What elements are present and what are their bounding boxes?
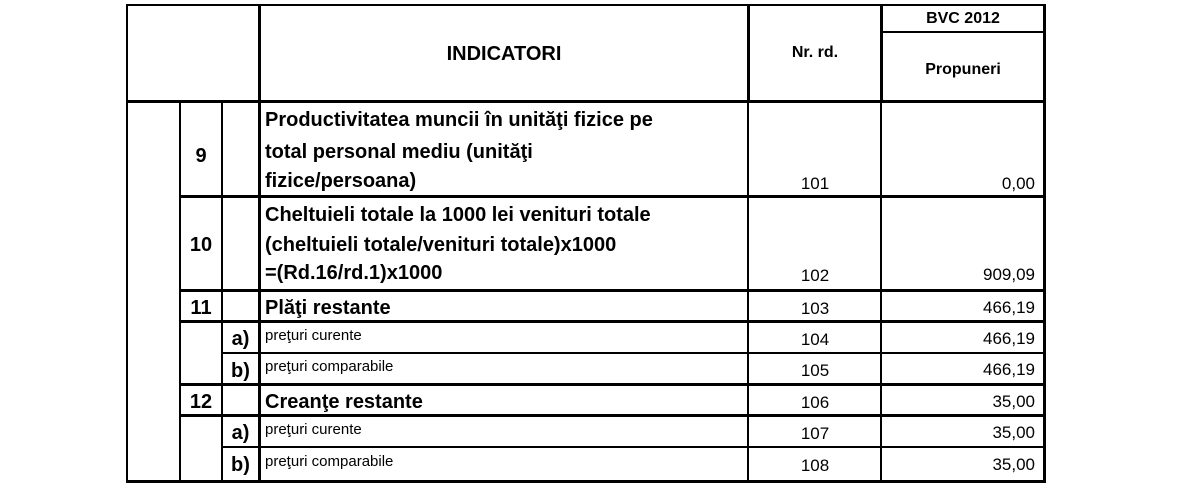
table-border-top	[126, 4, 1046, 6]
header-nr-rd: Nr. rd.	[791, 44, 839, 61]
row-text-line: Productivitatea muncii în unităţi fizice pe	[265, 109, 653, 131]
row-text-line: fizice/persoana)	[265, 170, 417, 192]
row-value: 0,00	[1001, 174, 1035, 193]
row-line-12	[179, 414, 1046, 417]
row-line-11a	[221, 352, 1046, 354]
row-value: 35,00	[992, 455, 1035, 474]
row-sub: b)	[231, 454, 250, 476]
row-rd: 104	[800, 330, 830, 349]
row-text-line: preţuri comparabile	[265, 358, 394, 375]
table-border-left	[126, 4, 128, 483]
bvc-split-line	[880, 31, 1046, 33]
row-nr: 10	[189, 234, 213, 256]
row-rd: 108	[800, 456, 830, 475]
row-value: 909,09	[983, 265, 1035, 284]
row-rd: 101	[800, 174, 830, 193]
row-sub: b)	[231, 360, 250, 382]
row-value: 35,00	[992, 392, 1035, 411]
table-border-bottom	[126, 480, 1046, 483]
header-bvc-2012: BVC 2012	[926, 10, 1000, 27]
row-text-line: total personal mediu (unităţi	[265, 141, 533, 163]
row-value: 35,00	[992, 423, 1035, 442]
row-line-12a	[221, 446, 1046, 448]
row-value: 466,19	[983, 298, 1035, 317]
row-sub: a)	[231, 328, 250, 350]
header-bottom-line	[126, 100, 1046, 103]
row-text-line: Creanţe restante	[265, 391, 423, 413]
header-indicatori: INDICATORI	[446, 43, 562, 65]
row-rd: 105	[800, 361, 830, 380]
header-propuneri: Propuneri	[925, 61, 1001, 78]
row-nr: 12	[189, 391, 213, 413]
row-line-10	[179, 289, 1046, 292]
row-line-11b	[179, 383, 1046, 386]
row-text-line: =(Rd.16/rd.1)x1000	[265, 262, 443, 284]
row-rd: 106	[800, 393, 830, 412]
row-nr: 9	[195, 145, 207, 167]
table-border-right	[1043, 4, 1046, 483]
row-text-line: (cheltuieli totale/venituri totale)x1000	[265, 234, 617, 256]
row-line-9	[179, 195, 1046, 198]
row-sub: a)	[231, 422, 250, 444]
row-line-11	[179, 320, 1046, 323]
row-text-line: preţuri curente	[265, 421, 362, 438]
row-text-line: Plăţi restante	[265, 297, 391, 319]
row-text-line: Cheltuieli totale la 1000 lei venituri totale	[265, 204, 651, 226]
row-value: 466,19	[983, 329, 1035, 348]
row-rd: 102	[800, 266, 830, 285]
row-nr: 11	[190, 297, 212, 319]
row-rd: 107	[800, 424, 830, 443]
row-text-line: preţuri curente	[265, 327, 362, 344]
row-value: 466,19	[983, 360, 1035, 379]
row-rd: 103	[800, 299, 830, 318]
row-text-line: preţuri comparabile	[265, 453, 394, 470]
